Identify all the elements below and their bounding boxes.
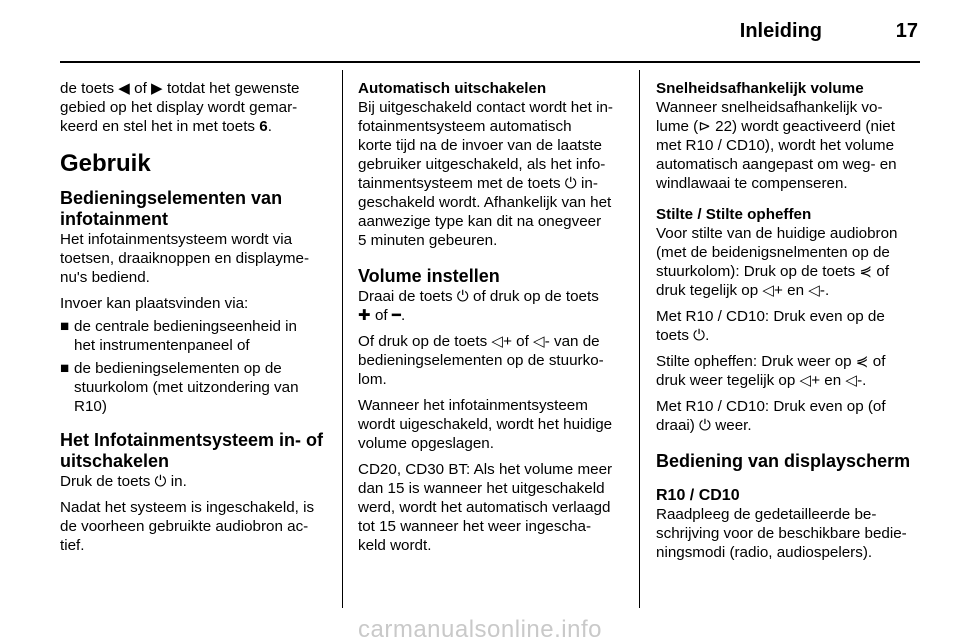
header-divider — [60, 61, 920, 63]
watermark: carmanualsonline.info — [358, 616, 602, 642]
column-2 — [358, 79, 630, 555]
heading-automatisch-uitschakelen: Automatisch uitschakelen — [358, 80, 547, 97]
column-3 — [656, 79, 928, 562]
paragraph-automatisch: Bij uitgeschakeld contact wordt het in- fotainmentsysteem automatisch korte tijd na de invoer van de laatste gebruiker uitgeschakeld, als het info- tainmentsysteem met de toets ⏻ in- geschakeld wordt. Afhankelijk van het aanwezige type kan dit na onegveer 5 minuten gebeuren. — [358, 99, 613, 249]
paragraph-stilte: Voor stilte van de huidige audiobron (met de beidenigsnelmenten op de stuurkolom): Druk op de toets ⋞ of druk tegelijk op ◁+ en ◁-. — [656, 225, 898, 299]
paragraph-druk-toets: Druk de toets ⏻ in. — [60, 473, 187, 490]
paragraph-bediening: Het infotainmentsysteem wordt via toetsen, draaiknoppen en displayme- nu's bediend. — [60, 231, 310, 286]
bullet-icon: ■ — [60, 360, 70, 377]
heading-volume-instellen: Volume instellen — [358, 266, 500, 286]
intro-paragraph: de toets ◀ of ▶ totdat het gewenste gebied op het display wordt gemar- keerd en stel het in met toets 6. — [60, 80, 300, 135]
paragraph-cd20-cd30: CD20, CD30 BT: Als het volume meer dan 15 is wanneer het uitgeschakeld werd, wordt het automatisch verlaagd tot 15 wanneer het weer ingescha- keld wordt. — [358, 461, 613, 554]
section-heading-gebruik: Gebruik — [60, 150, 151, 177]
paragraph-invoer: Invoer kan plaatsvinden via: — [60, 295, 249, 312]
paragraph-r10-druk: Met R10 / CD10: Druk even op de toets ⏻. — [656, 308, 885, 344]
heading-r10-cd10: R10 / CD10 — [656, 487, 740, 504]
paragraph-draai-toets: Draai de toets ⏻ of druk op de toets ✚ of ━. — [358, 288, 599, 324]
paragraph-r10-draai: Met R10 / CD10: Druk even op (of draai) ⏻ weer. — [656, 398, 886, 434]
heading-bedieningselementen: Bedieningselementen van infotainment — [60, 188, 283, 229]
heading-in-uitschakelen: Het Infotainmentsysteem in- of uitschakelen — [60, 430, 324, 471]
paragraph-stuurkolom: Of druk op de toets ◁+ of ◁- van de bedieningselementen op de stuurko- lom. — [358, 333, 604, 388]
heading-displayscherm: Bediening van displayscherm — [656, 451, 911, 471]
heading-snelheidsafhankelijk: Snelheidsafhankelijk volume — [656, 80, 864, 97]
page-header-title: Inleiding — [739, 20, 822, 42]
paragraph-raadpleeg: Raadpleeg de gedetailleerde be- schrijving voor de beschikbare bedie- ningsmodi (radio, audiospelers). — [656, 506, 907, 561]
column-divider-1 — [342, 70, 343, 608]
paragraph-snelheid: Wanneer snelheidsafhankelijk vo- lume (⊳ 22) wordt geactiveerd (niet met R10 / CD10), wordt het volume automatisch aangepast om weg- en windlawaai te compenseren. — [656, 99, 897, 192]
page-number: 17 — [895, 20, 918, 42]
bullet-icon: ■ — [60, 318, 70, 335]
paragraph-volume-opgeslagen: Wanneer het infotainmentsysteem wordt uigeschakeld, wordt het huidige volume opgeslagen. — [358, 397, 613, 452]
heading-stilte: Stilte / Stilte opheffen — [656, 206, 812, 223]
key-number: 6 — [259, 118, 268, 135]
paragraph-stilte-opheffen: Stilte opheffen: Druk weer op ⋞ of druk weer tegelijk op ◁+ en ◁-. — [656, 353, 886, 389]
list-item: ■ de bedieningselementen op de stuurkolom (met uitzondering van R10) — [60, 360, 299, 415]
column-divider-2 — [639, 70, 640, 608]
column-1 — [60, 79, 332, 555]
paragraph-audiobron: Nadat het systeem is ingeschakeld, is de voorheen gebruikte audiobron ac- tief. — [60, 499, 315, 554]
list-item: ■ de centrale bedieningseenheid in het instrumentenpaneel of — [60, 318, 297, 354]
